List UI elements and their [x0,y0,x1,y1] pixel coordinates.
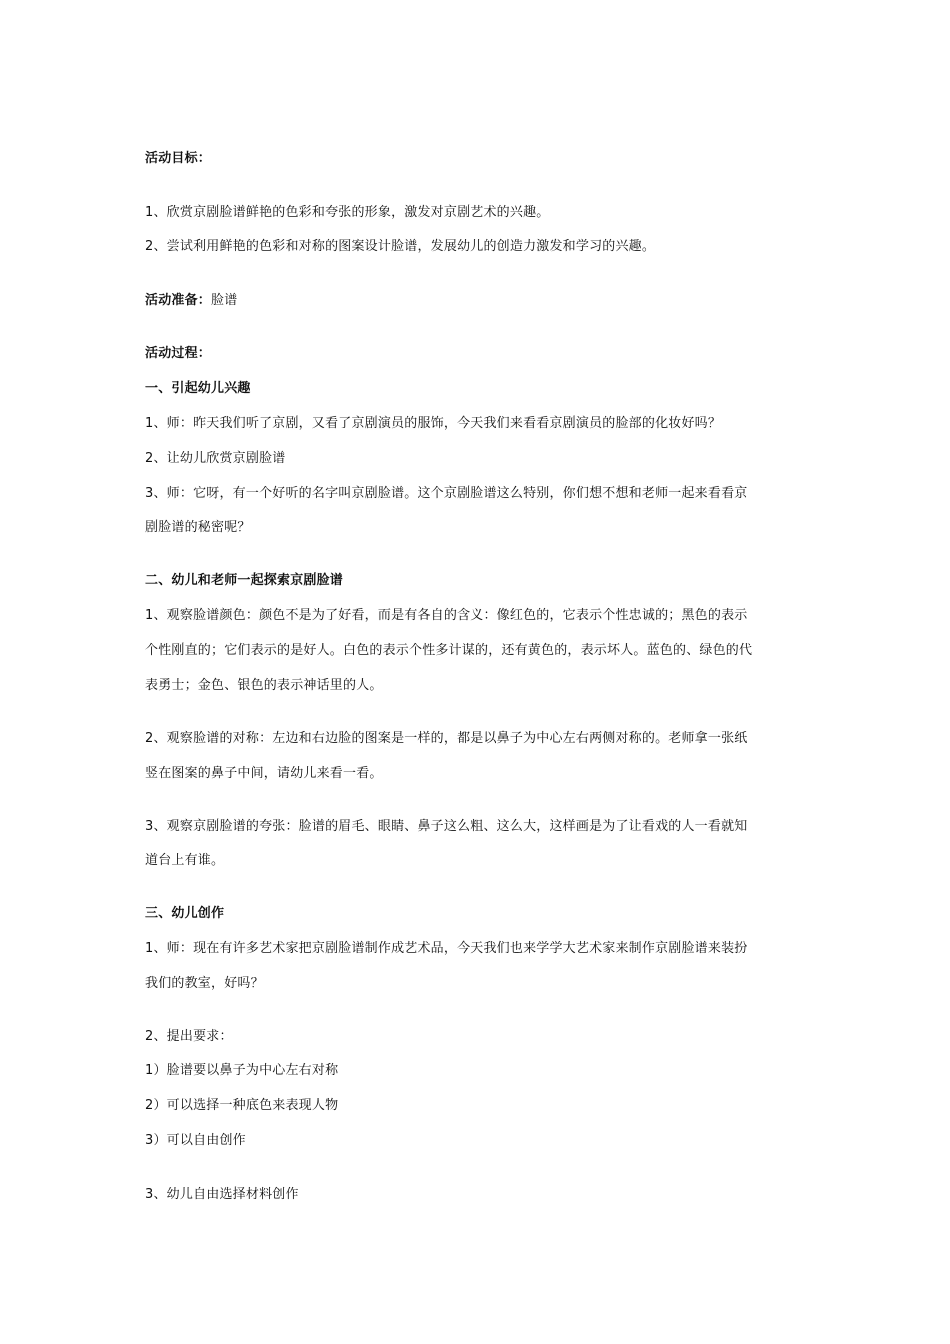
preparation-line [145,292,810,310]
part2-heading: 二、幼儿和老师一起探索京剧脸谱 [145,573,344,588]
part3-heading: 三、幼儿创作 [145,906,225,921]
objectives-heading: 活动目标： [145,151,212,166]
part3-line-5: 2）可以选择一种底色来表现人物 [145,1098,339,1113]
part2-line-1: 1、观察脸谱颜色：颜色不是为了好看，而是有各自的含义：像红色的，它表示个性忠诚的；黑色的表示 [145,608,748,623]
part3-line-2: 我们的教室，好吗？ [145,976,264,991]
part3-line-3: 2、提出要求： [145,1029,233,1044]
part1-line-3: 3、师：它呀，有一个好听的名字叫京剧脸谱。这个京剧脸谱这么特别，你们想不想和老师一起来看看京 [145,486,748,501]
part1-line-2: 2、让幼儿欣赏京剧脸谱 [145,451,286,466]
part1-line-1: 1、师：昨天我们听了京剧，又看了京剧演员的服饰，今天我们来看看京剧演员的脸部的化妆好吗？ [145,416,722,431]
part2-line-2: 个性刚直的；它们表示的是好人。白色的表示个性多计谋的，还有黄色的，表示坏人。蓝色的、绿色的代 [145,643,753,658]
preparation-label: 活动准备： [145,293,212,308]
objective-item-1: 1、欣赏京剧脸谱鲜艳的色彩和夸张的形象，激发对京剧艺术的兴趣。 [145,205,550,220]
part2-line-6: 3、观察京剧脸谱的夸张：脸谱的眉毛、眼睛、鼻子这么粗、这么大，这样画是为了让看戏的人一看就知 [145,819,748,834]
preparation-value: 脸谱 [211,293,238,308]
part3-line-1: 1、师：现在有许多艺术家把京剧脸谱制作成艺术品，今天我们也来学学大艺术家来制作京剧脸谱来装扮 [145,941,748,956]
part1-heading: 一、引起幼儿兴趣 [145,381,251,396]
part2-line-5: 竖在图案的鼻子中间，请幼儿来看一看。 [145,766,383,781]
objective-item-2: 2、尝试利用鲜艳的色彩和对称的图案设计脸谱，发展幼儿的创造力激发和学习的兴趣。 [145,239,656,254]
process-heading: 活动过程： [145,346,212,361]
part2-line-3: 表勇士；金色、银色的表示神话里的人。 [145,678,383,693]
part2-line-4: 2、观察脸谱的对称：左边和右边脸的图案是一样的，都是以鼻子为中心左右两侧对称的。老师拿一张纸 [145,731,748,746]
part3-line-4: 1）脸谱要以鼻子为中心左右对称 [145,1063,339,1078]
part3-line-7: 3、幼儿自由选择材料创作 [145,1187,299,1202]
part3-line-6: 3）可以自由创作 [145,1133,246,1148]
part2-line-7: 道台上有谁。 [145,853,225,868]
part1-line-4: 剧脸谱的秘密呢？ [145,520,251,535]
